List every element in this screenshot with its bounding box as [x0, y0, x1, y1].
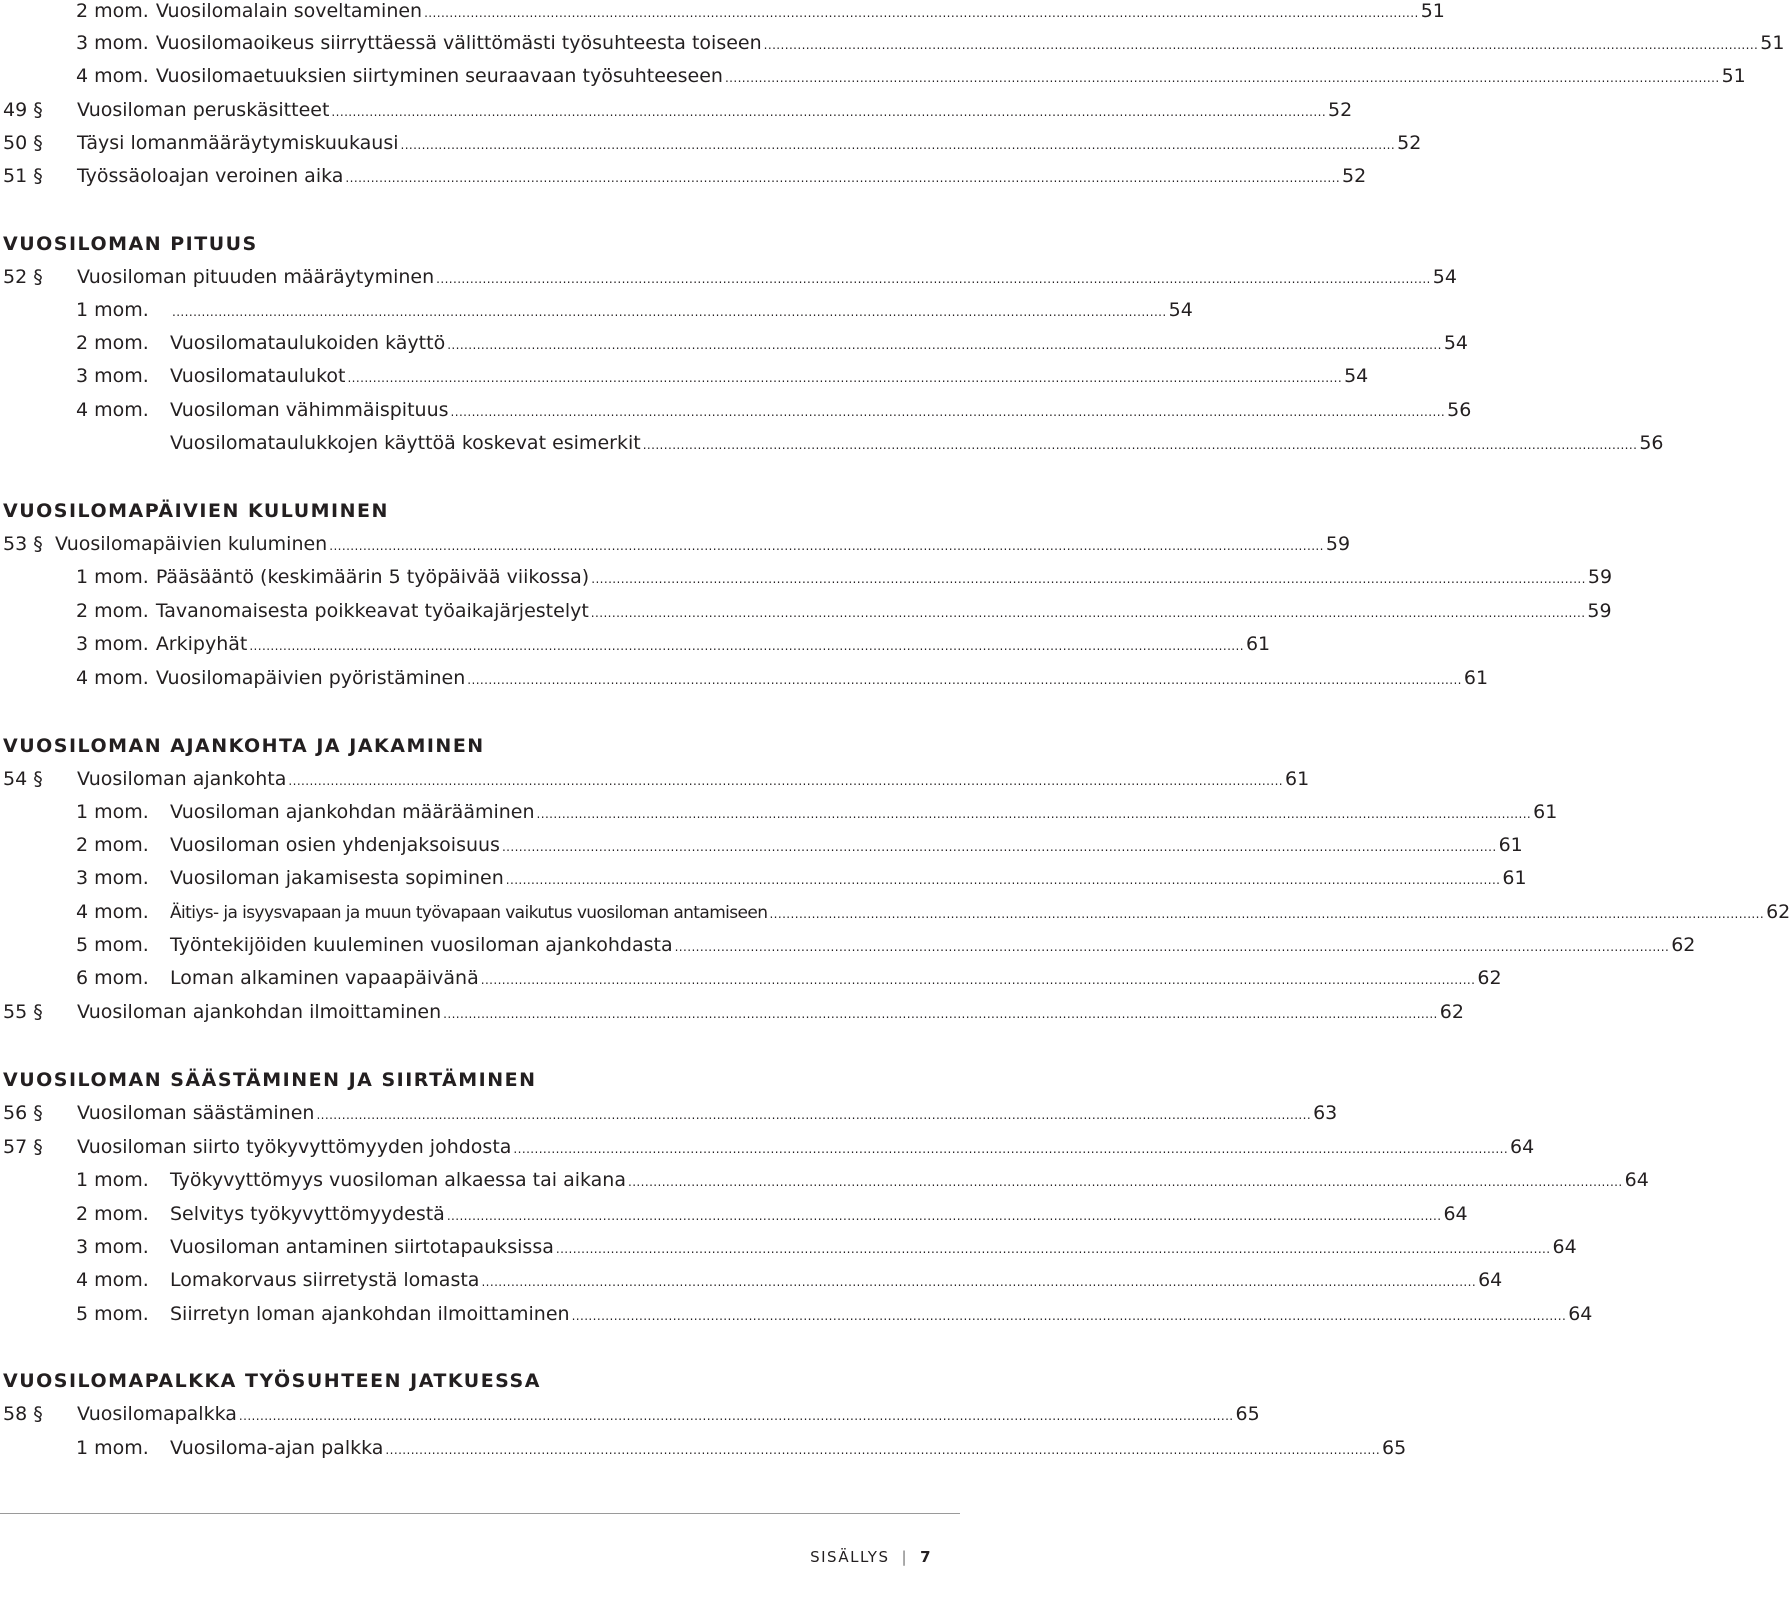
- entry-page-number: 52: [1342, 165, 1367, 187]
- entry-title: Vuosiloman ajankohdan ilmoittaminen: [77, 1001, 442, 1023]
- entry-number: 3 mom.: [76, 32, 149, 54]
- toc-entry[interactable]: [76, 396, 1472, 424]
- entry-page-number: 62: [1477, 967, 1502, 989]
- dot-leader: ............................................................................................................................................................................................................................................: [724, 71, 1720, 85]
- entry-title: Pääsääntö (keskimäärin 5 työpäivää viikossa): [155, 566, 590, 588]
- entry-page-number: 64: [1510, 1136, 1535, 1158]
- entry-page-number: 64: [1568, 1303, 1593, 1325]
- entry-page-number: 63: [1313, 1102, 1338, 1124]
- entry-title: Vuosilomataulukot: [170, 365, 346, 387]
- dot-leader: ............................................................................................................................................................................................................................................: [450, 405, 1446, 419]
- entry-title: Siirretyn loman ajankohdan ilmoittaminen: [170, 1303, 570, 1325]
- dot-leader: ............................................................................................................................................................................................................................................: [481, 1275, 1477, 1289]
- entry-page-number: 59: [1325, 533, 1351, 555]
- entry-title: Vuosiloman antaminen siirtotapauksissa: [170, 1236, 554, 1258]
- toc-entry[interactable]: [76, 898, 1790, 926]
- dot-leader: ............................................................................................................................................................................................................................................: [424, 6, 1419, 20]
- entry-number: 1 mom.: [76, 566, 149, 588]
- dot-leader: ............................................................................................................................................................................................................................................: [443, 1007, 1438, 1021]
- entry-page-number: 64: [1478, 1269, 1503, 1291]
- dot-leader: ............................................................................................................................................................................................................................................: [555, 1242, 1551, 1256]
- entry-title: Vuosiloman siirto työkyvyttömyyden johdosta: [77, 1136, 512, 1158]
- entry-title: Vuosiloman ajankohta: [77, 768, 287, 790]
- page-footer: [810, 1545, 932, 1569]
- toc-entry[interactable]: [76, 429, 1664, 457]
- entry-page-number: 61: [1285, 768, 1310, 790]
- toc-entry[interactable]: [3, 530, 1351, 558]
- entry-number: 3 mom.: [76, 867, 149, 889]
- entry-title: Tavanomaisesta poikkeavat työaikajärjestelyt: [155, 600, 589, 622]
- toc-entry[interactable]: [3, 1099, 1338, 1127]
- toc-entry[interactable]: [76, 563, 1613, 591]
- section-heading: VUOSILOMAPÄIVIEN KULUMINEN: [3, 500, 389, 522]
- entry-page-number: 54: [1443, 332, 1469, 354]
- entry-number: 6 mom.: [76, 967, 149, 989]
- dot-leader: ............................................................................................................................................................................................................................................: [347, 371, 1343, 385]
- entry-title: Lomakorvaus siirretystä lomasta: [170, 1269, 480, 1291]
- entry-number: 4 mom.: [76, 65, 149, 87]
- entry-title: Vuosiloman säästäminen: [77, 1102, 315, 1124]
- entry-number: 3 mom.: [76, 1236, 149, 1258]
- section-heading: VUOSILOMAN PITUUS: [3, 233, 258, 255]
- toc-entry[interactable]: [76, 1200, 1468, 1228]
- toc-entry[interactable]: [76, 964, 1502, 992]
- dot-leader: ............................................................................................................................................................................................................................................: [385, 1443, 1381, 1457]
- dot-leader: ............................................................................................................................................................................................................................................: [505, 873, 1501, 887]
- section-heading: VUOSILOMAN AJANKOHTA JA JAKAMINEN: [3, 735, 485, 757]
- entry-number: 2 mom.: [76, 1203, 149, 1225]
- entry-number: 52 §: [3, 266, 43, 288]
- section-heading: VUOSILOMAPALKKA TYÖSUHTEEN JATKUESSA: [3, 1370, 541, 1392]
- dot-leader: ............................................................................................................................................................................................................................................: [331, 105, 1327, 119]
- dot-leader: ............................................................................................................................................................................................................................................: [447, 338, 1442, 352]
- toc-entry[interactable]: [76, 864, 1527, 892]
- toc-entry[interactable]: [76, 62, 1746, 90]
- toc-entry[interactable]: [76, 664, 1489, 692]
- entry-number: 1 mom.: [76, 299, 149, 321]
- dot-leader: ............................................................................................................................................................................................................................................: [674, 940, 1670, 954]
- entry-page-number: 56: [1447, 399, 1472, 421]
- entry-number: 51 §: [3, 165, 43, 187]
- dot-leader: ............................................................................................................................................................................................................................................: [480, 973, 1476, 987]
- entry-page-number: 54: [1168, 299, 1193, 321]
- toc-entry[interactable]: [3, 96, 1353, 124]
- toc-entry[interactable]: [3, 1400, 1260, 1428]
- entry-title: Työntekijöiden kuuleminen vuosiloman ajankohdasta: [170, 934, 673, 956]
- dot-leader: ............................................................................................................................................................................................................................................: [400, 138, 1396, 152]
- entry-number: 50 §: [3, 132, 43, 154]
- entry-title: Loman alkaminen vapaapäivänä: [170, 967, 479, 989]
- entry-number: 1 mom.: [76, 801, 149, 823]
- entry-page-number: 61: [1498, 834, 1523, 856]
- entry-page-number: 59: [1587, 566, 1613, 588]
- entry-number: 58 §: [3, 1403, 43, 1425]
- dot-leader: ............................................................................................................................................................................................................................................: [345, 171, 1341, 185]
- entry-number: 4 mom.: [76, 901, 149, 923]
- entry-page-number: 51: [1420, 0, 1445, 22]
- entry-title: Vuosiloman osien yhdenjaksoisuus: [170, 834, 500, 856]
- dot-leader: ............................................................................................................................................................................................................................................: [288, 774, 1284, 788]
- entry-number: 3 mom.: [76, 633, 149, 655]
- entry-title: Työssäoloajan veroinen aika: [77, 165, 344, 187]
- entry-title: Vuosilomataulukkojen käyttöä koskevat esimerkit: [170, 432, 641, 454]
- footer-separator: |: [901, 1548, 909, 1566]
- entry-page-number: 61: [1502, 867, 1527, 889]
- entry-number: 2 mom.: [76, 0, 149, 22]
- entry-title: Vuosilomalain soveltaminen: [155, 0, 423, 22]
- dot-leader: ............................................................................................................................................................................................................................................: [513, 1142, 1509, 1156]
- entry-number: 2 mom.: [76, 600, 149, 622]
- toc-entry[interactable]: [3, 998, 1464, 1026]
- entry-number: 1 mom.: [76, 1437, 149, 1459]
- entry-page-number: 54: [1344, 365, 1369, 387]
- dot-leader: ............................................................................................................................................................................................................................................: [769, 907, 1765, 921]
- entry-page-number: 61: [1533, 801, 1558, 823]
- toc-entry[interactable]: [3, 162, 1367, 190]
- entry-title: Vuosilomapäivien pyöristäminen: [155, 667, 466, 689]
- entry-page-number: 52: [1397, 132, 1422, 154]
- entry-page-number: 61: [1463, 667, 1489, 689]
- toc-entry[interactable]: [76, 1300, 1593, 1328]
- toc-entry[interactable]: [3, 263, 1457, 291]
- toc-entry[interactable]: [76, 630, 1271, 658]
- dot-leader: ............................................................................................................................................................................................................................................: [238, 1409, 1234, 1423]
- dot-leader: ............................................................................................................................................................................................................................................: [591, 572, 1586, 586]
- entry-page-number: 62: [1671, 934, 1696, 956]
- toc-entry[interactable]: [76, 0, 1445, 25]
- toc-entry[interactable]: [76, 1233, 1577, 1261]
- entry-number: 57 §: [3, 1136, 43, 1158]
- dot-leader: ............................................................................................................................................................................................................................................: [590, 606, 1586, 620]
- footer-divider: [0, 1513, 960, 1514]
- entry-number: 5 mom.: [76, 934, 149, 956]
- toc-entry[interactable]: [76, 329, 1469, 357]
- toc-entry[interactable]: [76, 1434, 1407, 1462]
- dot-leader: ............................................................................................................................................................................................................................................: [536, 807, 1532, 821]
- entry-page-number: 65: [1382, 1437, 1407, 1459]
- entry-title: Äitiys- ja isyysvapaan ja muun työvapaan vaikutus vuosiloman antamiseen: [170, 903, 768, 923]
- entry-page-number: 62: [1439, 1001, 1464, 1023]
- entry-page-number: 56: [1639, 432, 1664, 454]
- toc-entry[interactable]: [3, 129, 1422, 157]
- toc-entry[interactable]: [3, 765, 1310, 793]
- entry-title: Vuosilomapalkka: [77, 1403, 237, 1425]
- entry-number: 1 mom.: [76, 1169, 149, 1191]
- entry-page-number: 54: [1432, 266, 1457, 288]
- entry-page-number: 62: [1766, 901, 1790, 923]
- entry-page-number: 51: [1721, 65, 1746, 87]
- section-heading: VUOSILOMAN SÄÄSTÄMINEN JA SIIRTÄMINEN: [3, 1069, 537, 1091]
- toc-entry[interactable]: [76, 1166, 1649, 1194]
- entry-title: Vuosiloman ajankohdan määrääminen: [170, 801, 535, 823]
- footer-section-label: SISÄLLYS: [810, 1548, 890, 1566]
- entry-number: 3 mom.: [76, 365, 149, 387]
- dot-leader: ............................................................................................................................................................................................................................................: [763, 38, 1759, 52]
- entry-number: 53 §: [3, 533, 43, 555]
- dot-leader: ............................................................................................................................................................................................................................................: [446, 1209, 1442, 1223]
- footer-page-number: 7: [920, 1548, 932, 1566]
- toc-entry[interactable]: [76, 29, 1785, 57]
- entry-number: 4 mom.: [76, 1269, 149, 1291]
- entry-page-number: 64: [1443, 1203, 1468, 1225]
- entry-number: 55 §: [3, 1001, 43, 1023]
- entry-number: 2 mom.: [76, 332, 149, 354]
- toc-entry[interactable]: [76, 798, 1558, 826]
- entry-number: 2 mom.: [76, 834, 149, 856]
- entry-number: 4 mom.: [76, 667, 149, 689]
- entry-title: Vuosiloman peruskäsitteet: [77, 99, 330, 121]
- dot-leader: ............................................................................................................................................................................................................................................: [571, 1309, 1567, 1323]
- dot-leader: ............................................................................................................................................................................................................................................: [172, 305, 1167, 319]
- dot-leader: ............................................................................................................................................................................................................................................: [467, 673, 1462, 687]
- dot-leader: ............................................................................................................................................................................................................................................: [316, 1108, 1312, 1122]
- entry-number: 4 mom.: [76, 399, 149, 421]
- entry-page-number: 64: [1624, 1169, 1649, 1191]
- entry-title: Vuosilomaetuuksien siirtyminen seuraavaan työsuhteeseen: [155, 65, 723, 87]
- entry-title: Vuosiloma-ajan palkka: [170, 1437, 384, 1459]
- entry-number: 49 §: [3, 99, 43, 121]
- toc-entry[interactable]: [76, 831, 1523, 859]
- toc-entry[interactable]: [76, 597, 1612, 625]
- entry-title: Vuosilomataulukoiden käyttö: [170, 332, 446, 354]
- entry-page-number: 64: [1552, 1236, 1577, 1258]
- entry-title: Vuosiloman pituuden määräytyminen: [77, 266, 435, 288]
- entry-title: Työkyvyttömyys vuosiloman alkaessa tai aikana: [170, 1169, 626, 1191]
- dot-leader: ............................................................................................................................................................................................................................................: [249, 639, 1244, 653]
- dot-leader: ............................................................................................................................................................................................................................................: [329, 539, 1324, 553]
- toc-entry[interactable]: [76, 362, 1369, 390]
- entry-title: Täysi lomanmääräytymiskuukausi: [77, 132, 399, 154]
- toc-entry[interactable]: [76, 296, 1193, 324]
- entry-title: Vuosiloman vähimmäispituus: [170, 399, 449, 421]
- entry-title: Vuosilomaoikeus siirryttäessä välittömästi työsuhteesta toiseen: [155, 32, 762, 54]
- entry-number: 56 §: [3, 1102, 43, 1124]
- entry-title: Vuosilomapäivien kuluminen: [55, 533, 328, 555]
- entry-page-number: 52: [1328, 99, 1353, 121]
- entry-page-number: 61: [1245, 633, 1271, 655]
- entry-page-number: 59: [1587, 600, 1612, 622]
- entry-number: 5 mom.: [76, 1303, 149, 1325]
- entry-page-number: 51: [1760, 32, 1785, 54]
- toc-entry[interactable]: [76, 931, 1696, 959]
- dot-leader: ............................................................................................................................................................................................................................................: [436, 272, 1431, 286]
- toc-entry[interactable]: [3, 1133, 1535, 1161]
- dot-leader: ............................................................................................................................................................................................................................................: [628, 1175, 1623, 1189]
- dot-leader: ............................................................................................................................................................................................................................................: [501, 840, 1497, 854]
- entry-title: Selvitys työkyvyttömyydestä: [170, 1203, 445, 1225]
- entry-number: 54 §: [3, 768, 43, 790]
- entry-title: Arkipyhät: [155, 633, 248, 655]
- entry-title: Vuosiloman jakamisesta sopiminen: [170, 867, 504, 889]
- entry-page-number: 65: [1235, 1403, 1260, 1425]
- toc-entry[interactable]: [76, 1266, 1503, 1294]
- dot-leader: ............................................................................................................................................................................................................................................: [642, 438, 1638, 452]
